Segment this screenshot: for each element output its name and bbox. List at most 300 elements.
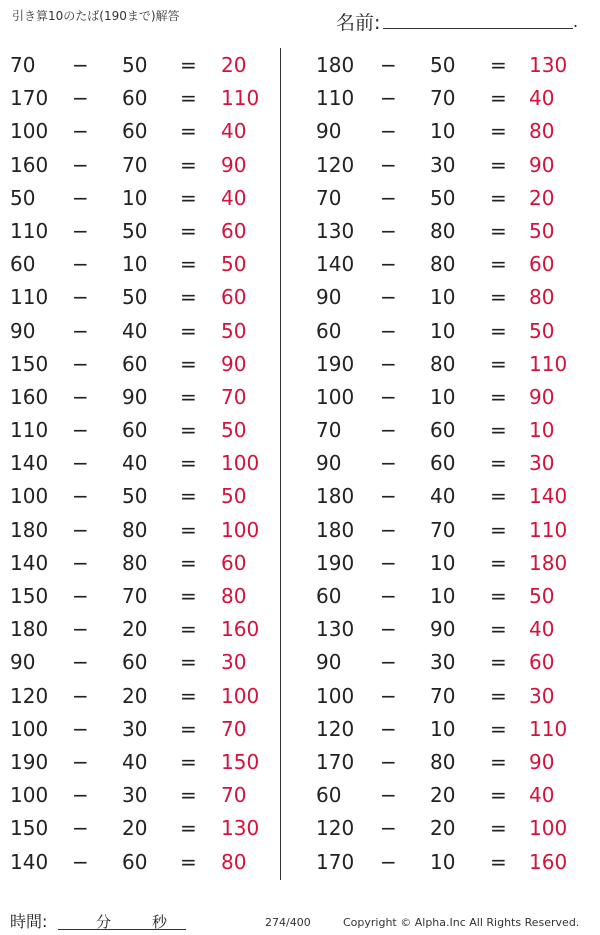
answer: 50	[221, 252, 247, 277]
equals-sign: =	[490, 351, 507, 376]
minus-sign: −	[380, 451, 397, 476]
answer: 50	[221, 418, 247, 443]
answer: 90	[529, 384, 555, 409]
subtrahend: 80	[430, 218, 456, 243]
subtrahend: 80	[122, 550, 148, 575]
minuend: 60	[10, 252, 36, 277]
equals-sign: =	[180, 517, 197, 542]
problem-row	[0, 845, 280, 878]
minuend: 110	[10, 218, 49, 243]
minus-sign: −	[72, 252, 89, 277]
equals-sign: =	[490, 617, 507, 642]
answer: 60	[529, 252, 555, 277]
equals-sign: =	[490, 185, 507, 210]
minus-sign: −	[380, 351, 397, 376]
answer: 50	[221, 318, 247, 343]
equals-sign: =	[490, 683, 507, 708]
answer: 180	[529, 550, 568, 575]
answer: 80	[221, 849, 247, 874]
answer: 160	[529, 849, 568, 874]
answer: 160	[221, 617, 260, 642]
problem-row	[0, 446, 280, 479]
subtrahend: 60	[430, 418, 456, 443]
subtrahend: 50	[122, 484, 148, 509]
equals-sign: =	[180, 650, 197, 675]
subtrahend: 70	[122, 152, 148, 177]
minus-sign: −	[72, 816, 89, 841]
subtrahend: 50	[122, 285, 148, 310]
subtrahend: 60	[122, 351, 148, 376]
problem-row	[300, 679, 600, 712]
subtrahend: 60	[430, 451, 456, 476]
answer: 100	[221, 517, 260, 542]
problem-row	[0, 546, 280, 579]
minuend: 150	[10, 584, 49, 608]
minus-sign: −	[380, 716, 397, 741]
minus-sign: −	[380, 418, 397, 443]
equals-sign: =	[490, 451, 507, 476]
minus-sign: −	[72, 418, 89, 443]
minus-sign: −	[72, 783, 89, 808]
subtrahend: 10	[430, 318, 456, 343]
answer: 30	[529, 451, 555, 476]
minuend: 50	[10, 185, 36, 210]
equals-sign: =	[490, 517, 507, 542]
equals-sign: =	[180, 119, 197, 144]
problem-row	[0, 712, 280, 745]
answer: 60	[529, 650, 555, 675]
minus-sign: −	[72, 584, 89, 608]
equals-sign: =	[180, 484, 197, 509]
subtrahend: 40	[430, 484, 456, 509]
minus-sign: −	[380, 119, 397, 144]
minuend: 100	[10, 716, 49, 741]
minus-sign: −	[380, 783, 397, 808]
minuend: 180	[316, 484, 355, 509]
subtrahend: 10	[430, 119, 456, 144]
answer: 100	[529, 816, 568, 841]
subtrahend: 30	[430, 650, 456, 675]
subtrahend: 40	[122, 451, 148, 476]
subtrahend: 20	[122, 816, 148, 841]
problem-row	[0, 380, 280, 413]
problem-row	[300, 513, 600, 546]
problem-row	[0, 612, 280, 645]
answer: 140	[529, 484, 568, 509]
minus-sign: −	[380, 617, 397, 642]
problem-row	[0, 114, 280, 147]
answer: 70	[221, 384, 247, 409]
minuend: 70	[10, 53, 36, 77]
equals-sign: =	[490, 584, 507, 608]
minuend: 90	[316, 650, 342, 675]
answer: 20	[221, 53, 247, 77]
equals-sign: =	[180, 218, 197, 243]
minuend: 160	[10, 384, 49, 409]
minuend: 100	[316, 384, 355, 409]
minus-sign: −	[72, 218, 89, 243]
minus-sign: −	[380, 550, 397, 575]
minuend: 60	[316, 783, 342, 808]
answer: 90	[221, 351, 247, 376]
answer: 80	[529, 119, 555, 144]
minus-sign: −	[72, 550, 89, 575]
minuend: 180	[316, 53, 355, 77]
subtrahend: 60	[122, 849, 148, 874]
minus-sign: −	[380, 86, 397, 111]
equals-sign: =	[180, 185, 197, 210]
subtrahend: 50	[430, 185, 456, 210]
subtrahend: 50	[122, 53, 148, 77]
problem-row	[300, 214, 600, 247]
subtrahend: 10	[430, 550, 456, 575]
time-label: 時間:	[10, 912, 48, 931]
minus-sign: −	[72, 384, 89, 409]
problem-row	[300, 114, 600, 147]
equals-sign: =	[490, 849, 507, 874]
minus-sign: −	[72, 152, 89, 177]
minus-sign: −	[380, 517, 397, 542]
answer: 70	[221, 716, 247, 741]
minuend: 170	[10, 86, 49, 111]
problem-row	[300, 413, 600, 446]
minus-sign: −	[72, 749, 89, 774]
answer: 40	[529, 783, 555, 808]
answer: 60	[221, 218, 247, 243]
problem-row	[0, 479, 280, 512]
minuend: 70	[316, 185, 342, 210]
equals-sign: =	[180, 285, 197, 310]
equals-sign: =	[180, 783, 197, 808]
minus-sign: −	[72, 650, 89, 675]
minus-sign: −	[380, 252, 397, 277]
minus-sign: −	[72, 683, 89, 708]
equals-sign: =	[490, 384, 507, 409]
subtrahend: 40	[122, 318, 148, 343]
answer: 10	[529, 418, 555, 443]
equals-sign: =	[490, 86, 507, 111]
answer: 130	[221, 816, 260, 841]
minus-sign: −	[72, 53, 89, 77]
equals-sign: =	[490, 152, 507, 177]
answer: 40	[221, 185, 247, 210]
subtrahend: 10	[430, 716, 456, 741]
equals-sign: =	[490, 783, 507, 808]
minuend: 140	[316, 252, 355, 277]
equals-sign: =	[180, 584, 197, 608]
answer: 60	[221, 550, 247, 575]
problem-row	[300, 380, 600, 413]
minuend: 90	[316, 119, 342, 144]
minus-sign: −	[380, 285, 397, 310]
problem-column-right	[300, 48, 600, 880]
answer: 90	[529, 152, 555, 177]
problem-row	[0, 181, 280, 214]
answer: 130	[529, 53, 568, 77]
problem-row	[300, 347, 600, 380]
minus-sign: −	[72, 86, 89, 111]
second-label: 秒	[152, 913, 168, 931]
minuend: 120	[10, 683, 49, 708]
problem-row	[0, 247, 280, 280]
subtrahend: 60	[122, 119, 148, 144]
answer: 150	[221, 749, 260, 774]
equals-sign: =	[180, 318, 197, 343]
subtrahend: 60	[122, 86, 148, 111]
minus-sign: −	[380, 584, 397, 608]
minus-sign: −	[380, 849, 397, 874]
answer: 40	[221, 119, 247, 144]
minuend: 160	[10, 152, 49, 177]
answer: 110	[529, 517, 568, 542]
problem-row	[0, 347, 280, 380]
equals-sign: =	[490, 816, 507, 841]
subtrahend: 10	[430, 285, 456, 310]
answer: 50	[529, 218, 555, 243]
answer: 110	[529, 716, 568, 741]
equals-sign: =	[180, 252, 197, 277]
page-number: 274/400	[265, 916, 311, 929]
problem-row	[300, 546, 600, 579]
answer: 90	[529, 749, 555, 774]
problem-row	[0, 280, 280, 313]
minus-sign: −	[72, 185, 89, 210]
minuend: 170	[316, 749, 355, 774]
minuend: 100	[10, 783, 49, 808]
problem-row	[300, 745, 600, 778]
answer: 100	[221, 683, 260, 708]
minuend: 100	[10, 119, 49, 144]
subtrahend: 70	[430, 517, 456, 542]
minus-sign: −	[380, 53, 397, 77]
column-divider	[280, 48, 281, 880]
minuend: 90	[316, 451, 342, 476]
problem-row	[300, 314, 600, 347]
problem-row	[0, 645, 280, 678]
subtrahend: 70	[430, 683, 456, 708]
subtrahend: 20	[430, 816, 456, 841]
equals-sign: =	[180, 451, 197, 476]
problem-row	[0, 679, 280, 712]
problem-row	[300, 579, 600, 612]
problem-row	[300, 247, 600, 280]
answer: 20	[529, 185, 555, 210]
problem-row	[0, 314, 280, 347]
minus-sign: −	[72, 716, 89, 741]
subtrahend: 50	[430, 53, 456, 77]
equals-sign: =	[180, 617, 197, 642]
subtrahend: 80	[430, 252, 456, 277]
subtrahend: 20	[430, 783, 456, 808]
subtrahend: 90	[430, 617, 456, 642]
problem-row	[0, 48, 280, 81]
equals-sign: =	[180, 418, 197, 443]
minus-sign: −	[72, 849, 89, 874]
equals-sign: =	[490, 716, 507, 741]
minuend: 60	[316, 318, 342, 343]
minuend: 60	[316, 584, 342, 608]
equals-sign: =	[490, 53, 507, 77]
minus-sign: −	[380, 749, 397, 774]
equals-sign: =	[490, 218, 507, 243]
minus-sign: −	[72, 484, 89, 509]
minuend: 100	[10, 484, 49, 509]
minuend: 140	[10, 451, 49, 476]
minuend: 90	[316, 285, 342, 310]
answer: 50	[529, 318, 555, 343]
subtrahend: 10	[430, 849, 456, 874]
minus-sign: −	[72, 119, 89, 144]
minuend: 120	[316, 152, 355, 177]
subtrahend: 50	[122, 218, 148, 243]
minuend: 140	[10, 550, 49, 575]
minuend: 190	[10, 749, 49, 774]
answer: 110	[221, 86, 260, 111]
problem-row	[0, 214, 280, 247]
subtrahend: 70	[430, 86, 456, 111]
minuend: 180	[10, 617, 49, 642]
problem-row	[0, 811, 280, 844]
answer: 70	[221, 783, 247, 808]
equals-sign: =	[180, 86, 197, 111]
equals-sign: =	[180, 716, 197, 741]
minus-sign: −	[72, 351, 89, 376]
answer: 80	[221, 584, 247, 608]
minus-sign: −	[72, 318, 89, 343]
subtrahend: 80	[430, 749, 456, 774]
minus-sign: −	[380, 484, 397, 509]
minuend: 180	[316, 517, 355, 542]
equals-sign: =	[490, 749, 507, 774]
answer: 50	[221, 484, 247, 509]
subtrahend: 10	[430, 584, 456, 608]
equals-sign: =	[490, 119, 507, 144]
subtrahend: 80	[430, 351, 456, 376]
minuend: 110	[316, 86, 355, 111]
worksheet-title: 引き算10のたば(190まで)解答	[12, 9, 180, 23]
problem-row	[300, 712, 600, 745]
equals-sign: =	[490, 285, 507, 310]
subtrahend: 20	[122, 617, 148, 642]
subtrahend: 60	[122, 650, 148, 675]
answer: 60	[221, 285, 247, 310]
equals-sign: =	[180, 683, 197, 708]
answer: 50	[529, 584, 555, 608]
minus-sign: −	[72, 451, 89, 476]
subtrahend: 90	[122, 384, 148, 409]
minuend: 190	[316, 550, 355, 575]
minuend: 140	[10, 849, 49, 874]
minus-sign: −	[72, 617, 89, 642]
minuend: 130	[316, 617, 355, 642]
problem-row	[300, 148, 600, 181]
problem-row	[0, 148, 280, 181]
problem-row	[300, 479, 600, 512]
problem-row	[300, 81, 600, 114]
minus-sign: −	[380, 185, 397, 210]
problem-row	[0, 81, 280, 114]
minuend: 120	[316, 716, 355, 741]
problem-row	[300, 280, 600, 313]
equals-sign: =	[490, 650, 507, 675]
subtrahend: 70	[122, 584, 148, 608]
problem-row	[300, 612, 600, 645]
minuend: 110	[10, 418, 49, 443]
subtrahend: 40	[122, 749, 148, 774]
problem-row	[300, 645, 600, 678]
name-field-line	[383, 28, 573, 29]
minus-sign: −	[380, 683, 397, 708]
minuend: 90	[10, 318, 36, 343]
minus-sign: −	[380, 384, 397, 409]
name-field-end-dot: .	[573, 12, 579, 31]
minus-sign: −	[380, 650, 397, 675]
problem-row	[0, 579, 280, 612]
subtrahend: 10	[122, 185, 148, 210]
answer: 100	[221, 451, 260, 476]
problem-row	[300, 778, 600, 811]
problem-row	[300, 48, 600, 81]
problem-row	[300, 811, 600, 844]
problem-row	[0, 413, 280, 446]
equals-sign: =	[490, 418, 507, 443]
problem-column-left	[0, 48, 280, 880]
equals-sign: =	[180, 351, 197, 376]
problem-row	[300, 845, 600, 878]
minuend: 150	[10, 816, 49, 841]
problem-row	[300, 181, 600, 214]
answer: 40	[529, 86, 555, 111]
minuend: 120	[316, 816, 355, 841]
subtrahend: 60	[122, 418, 148, 443]
equals-sign: =	[490, 484, 507, 509]
minuend: 190	[316, 351, 355, 376]
subtrahend: 80	[122, 517, 148, 542]
copyright-notice: Copyright © Alpha.Inc All Rights Reserved.	[343, 916, 580, 929]
answer: 30	[529, 683, 555, 708]
subtrahend: 10	[430, 384, 456, 409]
subtrahend: 20	[122, 683, 148, 708]
subtrahend: 30	[122, 716, 148, 741]
subtrahend: 30	[122, 783, 148, 808]
answer: 40	[529, 617, 555, 642]
equals-sign: =	[180, 384, 197, 409]
minuend: 110	[10, 285, 49, 310]
answer: 30	[221, 650, 247, 675]
equals-sign: =	[180, 53, 197, 77]
equals-sign: =	[490, 252, 507, 277]
equals-sign: =	[490, 550, 507, 575]
subtrahend: 30	[430, 152, 456, 177]
problem-row	[300, 446, 600, 479]
minus-sign: −	[380, 152, 397, 177]
equals-sign: =	[180, 816, 197, 841]
minuend: 170	[316, 849, 355, 874]
equals-sign: =	[180, 849, 197, 874]
minus-sign: −	[72, 517, 89, 542]
minus-sign: −	[380, 816, 397, 841]
equals-sign: =	[180, 749, 197, 774]
minuend: 100	[316, 683, 355, 708]
minuend: 90	[10, 650, 36, 675]
minus-sign: −	[380, 318, 397, 343]
answer: 110	[529, 351, 568, 376]
problem-row	[0, 778, 280, 811]
subtrahend: 10	[122, 252, 148, 277]
answer: 80	[529, 285, 555, 310]
equals-sign: =	[180, 550, 197, 575]
equals-sign: =	[490, 318, 507, 343]
